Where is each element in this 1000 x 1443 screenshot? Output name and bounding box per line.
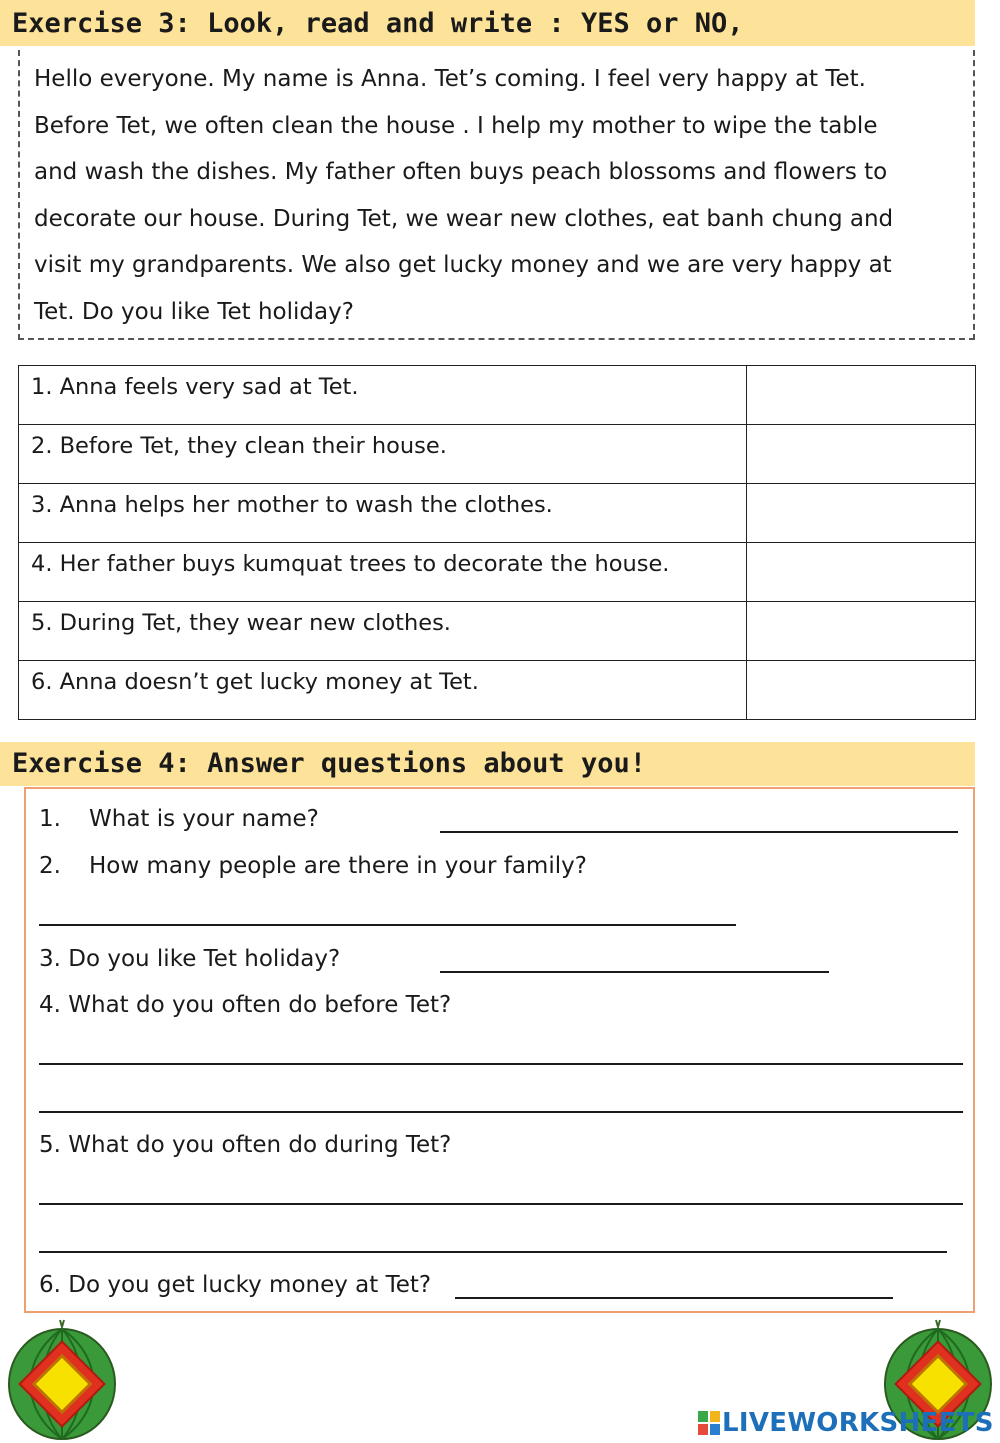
passage-line: and wash the dishes. My father often buys peach blossoms and flowers to: [34, 159, 888, 185]
table-row: [19, 543, 976, 602]
table-row: [19, 602, 976, 661]
question-4: 4. What do you often do before Tet?: [39, 992, 452, 1018]
answer-cell-6[interactable]: [747, 661, 976, 720]
question-2: [39, 853, 587, 879]
answer-line-5b[interactable]: [39, 1251, 947, 1253]
question-1: [39, 806, 319, 832]
watermelon-icon: [6, 1318, 118, 1440]
question-number: 1.: [39, 806, 61, 832]
passage-line: Before Tet, we often clean the house . I help my mother to wipe the table: [34, 113, 878, 139]
table-row: [19, 425, 976, 484]
exercise-3-title: Exercise 3: Look, read and write : YES or NO,: [0, 0, 975, 46]
statement-2: 2. Before Tet, they clean their house.: [19, 425, 747, 484]
statement-1: 1. Anna feels very sad at Tet.: [19, 366, 747, 425]
passage-line: visit my grandparents. We also get lucky money and we are very happy at: [34, 252, 892, 278]
statement-6: 6. Anna doesn’t get lucky money at Tet.: [19, 661, 747, 720]
answer-line-1[interactable]: [440, 831, 958, 833]
question-text: How many people are there in your family?: [89, 853, 587, 879]
answer-cell-1[interactable]: [747, 366, 976, 425]
statement-5: 5. During Tet, they wear new clothes.: [19, 602, 747, 661]
question-number: 2.: [39, 853, 61, 879]
exercise-4-title: Exercise 4: Answer questions about you!: [0, 742, 975, 786]
answer-cell-2[interactable]: [747, 425, 976, 484]
question-3: 3. Do you like Tet holiday?: [39, 946, 341, 972]
answer-questions-box: [24, 787, 975, 1313]
passage-line: decorate our house. During Tet, we wear new clothes, eat banh chung and: [34, 206, 894, 232]
yes-no-table: [18, 365, 976, 720]
logo-badge-icon: [698, 1411, 720, 1435]
reading-passage-box: [18, 50, 975, 340]
statement-4: 4. Her father buys kumquat trees to decorate the house.: [19, 543, 747, 602]
passage-line: Tet. Do you like Tet holiday?: [34, 299, 354, 325]
question-5: 5. What do you often do during Tet?: [39, 1132, 452, 1158]
answer-line-4a[interactable]: [39, 1063, 963, 1065]
logo-text: LIVEWORKSHEETS: [722, 1408, 994, 1438]
question-text: What is your name?: [89, 806, 319, 832]
answer-line-2[interactable]: [39, 924, 736, 926]
answer-line-5a[interactable]: [39, 1203, 963, 1205]
passage-line: Hello everyone. My name is Anna. Tet’s coming. I feel very happy at Tet.: [34, 66, 866, 92]
liveworksheets-logo: [698, 1408, 994, 1438]
answer-cell-4[interactable]: [747, 543, 976, 602]
answer-cell-5[interactable]: [747, 602, 976, 661]
question-6: 6. Do you get lucky money at Tet?: [39, 1272, 432, 1298]
table-row: [19, 661, 976, 720]
answer-line-6[interactable]: [455, 1297, 893, 1299]
statement-3: 3. Anna helps her mother to wash the clothes.: [19, 484, 747, 543]
table-row: [19, 484, 976, 543]
answer-cell-3[interactable]: [747, 484, 976, 543]
answer-line-4b[interactable]: [39, 1111, 963, 1113]
table-row: [19, 366, 976, 425]
answer-line-3[interactable]: [440, 971, 829, 973]
